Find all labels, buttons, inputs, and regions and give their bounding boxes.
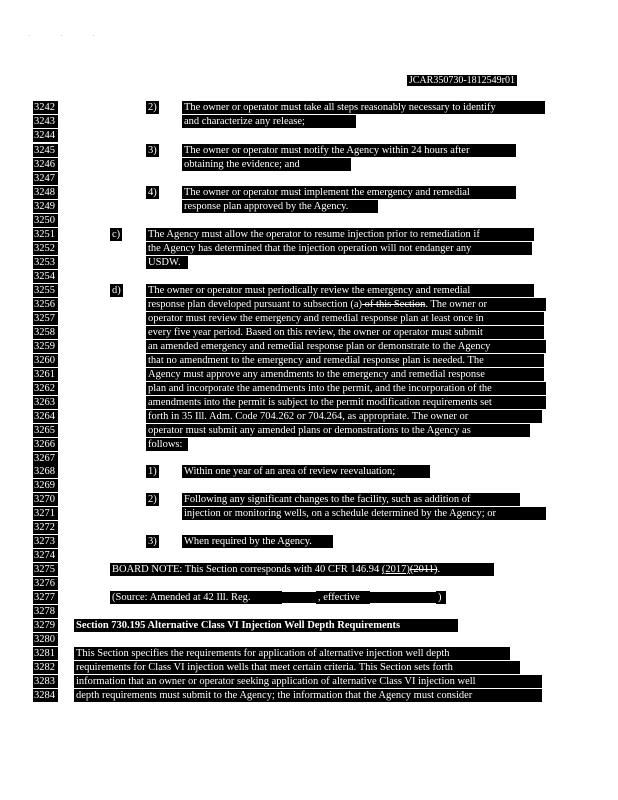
- line-number: 3245: [33, 144, 58, 157]
- line-number: 3280: [33, 633, 58, 646]
- line-number: 3257: [33, 312, 58, 325]
- line-text: Within one year of an area of review reevaluation;: [182, 465, 430, 478]
- line-text: Following any significant changes to the facility, such as addition of: [182, 493, 520, 506]
- line-text: information that an owner or operator seeking application of alternative Class VI injection well: [74, 675, 542, 688]
- source-effective: , effective: [316, 591, 370, 604]
- line-number: 3251: [33, 228, 58, 241]
- line-number: 3260: [33, 354, 58, 367]
- line-text: Agency must approve any amendments to the emergency and remedial response: [146, 368, 544, 381]
- line-number: 3250: [33, 214, 58, 227]
- line-number: 3282: [33, 661, 58, 674]
- line-text: operator must submit any amended plans or demonstrations to the Agency as: [146, 424, 530, 437]
- line-number: 3264: [33, 410, 58, 423]
- line-text: response plan approved by the Agency.: [182, 200, 378, 213]
- line-text: The Agency must allow the operator to resume injection prior to remediation if: [146, 228, 534, 241]
- line-number: 3283: [33, 675, 58, 688]
- line-number: 3271: [33, 507, 58, 520]
- item-label: 2): [148, 494, 157, 505]
- board-note: BOARD NOTE: This Section corresponds with 40 CFR 146.94 (2017)(2011).: [110, 563, 494, 576]
- line-number: 3246: [33, 158, 58, 171]
- line-number: 3243: [33, 115, 58, 128]
- source-note: (Source: Amended at 42 Ill. Reg.: [110, 591, 282, 604]
- line-text: USDW.: [146, 256, 188, 269]
- line-number: 3266: [33, 438, 58, 451]
- line-number: 3253: [33, 256, 58, 269]
- line-number: 3247: [33, 172, 58, 185]
- line-text: that no amendment to the emergency and remedial response plan is needed. The: [146, 354, 544, 367]
- line-number: 3278: [33, 605, 58, 618]
- line-text: response plan developed pursuant to subsection (a) of this Section. The owner or: [146, 298, 546, 311]
- item-label: d): [112, 285, 121, 296]
- scan-artifact-dots: · · ·: [28, 32, 109, 40]
- line-text: The owner or operator must periodically review the emergency and remedial: [146, 284, 534, 297]
- line-number: 3258: [33, 326, 58, 339]
- line-text: requirements for Class VI injection wells that meet certain criteria. This Section sets forth: [74, 661, 520, 674]
- blank-effective-date: [366, 592, 438, 603]
- line-text: obtaining the evidence; and: [182, 158, 351, 171]
- line-number: 3269: [33, 479, 58, 492]
- line-text: This Section specifies the requirements for application of alternative injection well depth: [74, 647, 510, 660]
- line-number: 3255: [33, 284, 58, 297]
- line-number: 3256: [33, 298, 58, 311]
- inserted-text: (2017): [381, 564, 410, 575]
- line-number: 3267: [33, 452, 58, 465]
- line-number: 3242: [33, 101, 58, 114]
- item-label: 3): [148, 145, 157, 156]
- line-text: When required by the Agency.: [182, 535, 333, 548]
- line-text: an amended emergency and remedial response plan or demonstrate to the Agency: [146, 340, 546, 353]
- line-text: operator must review the emergency and remedial response plan at least once in: [146, 312, 544, 325]
- line-text: amendments into the permit is subject to the permit modification requirements set: [146, 396, 546, 409]
- line-text: every five year period. Based on this review, the owner or operator must submit: [146, 326, 544, 339]
- line-number: 3284: [33, 689, 58, 702]
- deleted-text: (2011): [409, 564, 438, 575]
- deleted-text: of this Section: [362, 299, 426, 310]
- item-label: 3): [148, 536, 157, 547]
- line-text: and characterize any release;: [182, 115, 356, 128]
- line-number: 3249: [33, 200, 58, 213]
- line-text: the Agency has determined that the injection operation will not endanger any: [146, 242, 532, 255]
- item-label: 2): [148, 102, 157, 113]
- blank-reg-number: [278, 592, 318, 603]
- line-text: The owner or operator must take all steps reasonably necessary to identify: [182, 101, 545, 114]
- line-number: 3259: [33, 340, 58, 353]
- line-number: 3274: [33, 549, 58, 562]
- item-label: 1): [148, 466, 157, 477]
- line-text: The owner or operator must implement the emergency and remedial: [182, 186, 516, 199]
- source-close: ): [436, 591, 446, 604]
- line-text: forth in 35 Ill. Adm. Code 704.262 or 704.264, as appropriate. The owner or: [146, 410, 542, 423]
- section-heading: Section 730.195 Alternative Class VI Injection Well Depth Requirements: [74, 619, 458, 632]
- document-id: JCAR350730-1812549r01: [408, 75, 515, 86]
- document-id-header: [0, 75, 517, 86]
- line-number: 3252: [33, 242, 58, 255]
- line-number: 3262: [33, 382, 58, 395]
- line-text: plan and incorporate the amendments into the permit, and the incorporation of the: [146, 382, 546, 395]
- line-number: 3272: [33, 521, 58, 534]
- line-number: 3270: [33, 493, 58, 506]
- line-number: 3273: [33, 535, 58, 548]
- line-number: 3244: [33, 129, 58, 142]
- line-number: 3254: [33, 270, 58, 283]
- line-number: 3261: [33, 368, 58, 381]
- line-text: follows:: [146, 438, 188, 451]
- line-number: 3276: [33, 577, 58, 590]
- line-number: 3277: [33, 591, 58, 604]
- line-number: 3268: [33, 465, 58, 478]
- line-number: 3263: [33, 396, 58, 409]
- line-number: 3281: [33, 647, 58, 660]
- line-number: 3275: [33, 563, 58, 576]
- item-label: c): [112, 229, 121, 240]
- line-text: depth requirements must submit to the Agency; the information that the Agency must consider: [74, 689, 542, 702]
- line-number: 3279: [33, 619, 58, 632]
- line-text: injection or monitoring wells, on a schedule determined by the Agency; or: [182, 507, 546, 520]
- line-number: 3265: [33, 424, 58, 437]
- line-number: 3248: [33, 186, 58, 199]
- item-label: 4): [148, 187, 157, 198]
- line-text: The owner or operator must notify the Agency within 24 hours after: [182, 144, 516, 157]
